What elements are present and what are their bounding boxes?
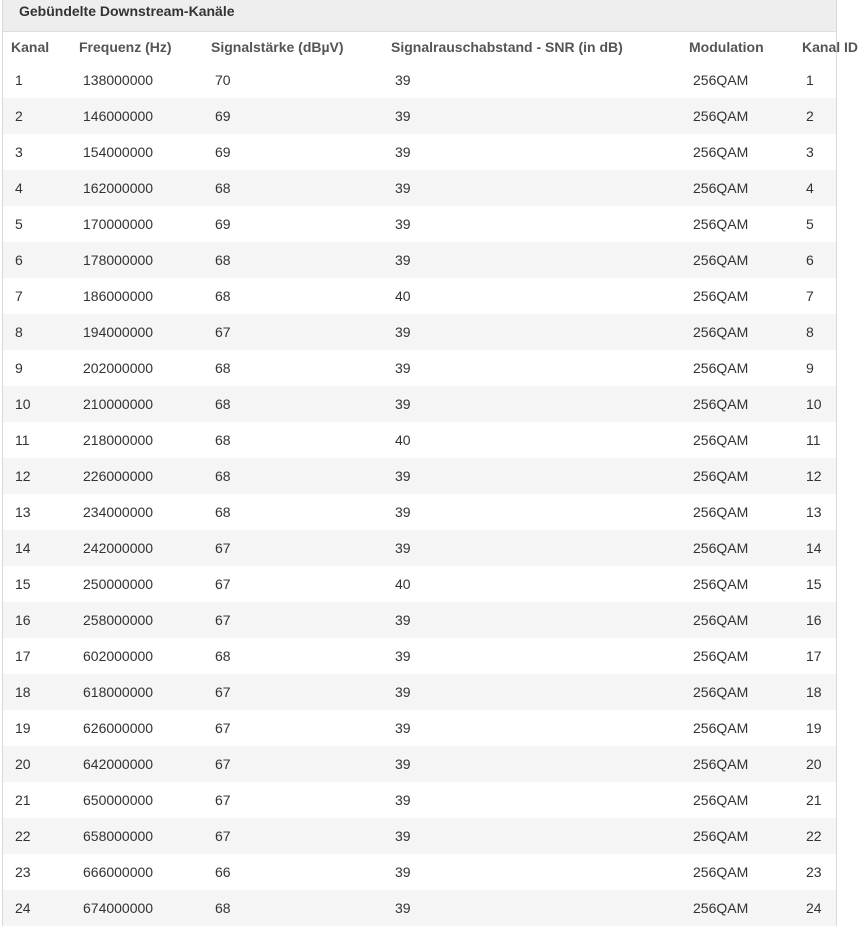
cell-kanal: 19 (15, 720, 31, 736)
panel-title: Gebündelte Downstream-Kanäle (3, 0, 836, 32)
table-row (3, 350, 836, 386)
table-row (3, 62, 836, 98)
cell-signal: 67 (215, 756, 231, 772)
table-row (3, 278, 836, 314)
cell-modulation: 256QAM (693, 792, 749, 808)
cell-kanal: 5 (15, 216, 23, 232)
cell-snr: 40 (395, 432, 411, 448)
cell-snr: 39 (395, 756, 411, 772)
table-row (3, 422, 836, 458)
cell-kanal: 14 (15, 540, 31, 556)
cell-snr: 39 (395, 504, 411, 520)
cell-modulation: 256QAM (693, 396, 749, 412)
cell-kanal: 8 (15, 324, 23, 340)
cell-kanal-id: 1 (806, 72, 814, 88)
column-header-snr: Signalrauschabstand - SNR (in dB) (391, 39, 623, 55)
cell-modulation: 256QAM (693, 828, 749, 844)
cell-kanal: 22 (15, 828, 31, 844)
cell-kanal: 2 (15, 108, 23, 124)
cell-kanal-id: 15 (806, 576, 822, 592)
cell-snr: 39 (395, 396, 411, 412)
table-row (3, 458, 836, 494)
cell-frequenz: 250000000 (83, 576, 154, 592)
cell-kanal-id: 10 (806, 396, 822, 412)
cell-snr: 39 (395, 612, 411, 628)
cell-modulation: 256QAM (693, 252, 749, 268)
cell-kanal: 17 (15, 648, 31, 664)
cell-frequenz: 650000000 (83, 792, 154, 808)
cell-frequenz: 234000000 (83, 504, 154, 520)
table-row (3, 746, 836, 782)
cell-snr: 39 (395, 216, 411, 232)
cell-signal: 68 (215, 648, 231, 664)
cell-modulation: 256QAM (693, 180, 749, 196)
cell-kanal-id: 16 (806, 612, 822, 628)
cell-signal: 67 (215, 324, 231, 340)
cell-snr: 39 (395, 324, 411, 340)
cell-signal: 69 (215, 144, 231, 160)
cell-signal: 68 (215, 468, 231, 484)
cell-frequenz: 162000000 (83, 180, 154, 196)
cell-signal: 68 (215, 432, 231, 448)
cell-kanal: 13 (15, 504, 31, 520)
cell-kanal-id: 21 (806, 792, 822, 808)
column-header-modulation: Modulation (689, 39, 764, 55)
cell-modulation: 256QAM (693, 216, 749, 232)
column-header-frequenz: Frequenz (Hz) (79, 39, 172, 55)
cell-snr: 40 (395, 576, 411, 592)
cell-kanal-id: 19 (806, 720, 822, 736)
cell-modulation: 256QAM (693, 576, 749, 592)
cell-frequenz: 202000000 (83, 360, 154, 376)
cell-signal: 68 (215, 180, 231, 196)
cell-signal: 68 (215, 396, 231, 412)
cell-modulation: 256QAM (693, 612, 749, 628)
table-row (3, 638, 836, 674)
cell-kanal-id: 24 (806, 900, 822, 916)
table-row (3, 134, 836, 170)
table-row (3, 98, 836, 134)
cell-frequenz: 170000000 (83, 216, 154, 232)
cell-kanal: 20 (15, 756, 31, 772)
table-row (3, 566, 836, 602)
table-row (3, 710, 836, 746)
cell-frequenz: 666000000 (83, 864, 154, 880)
cell-snr: 39 (395, 792, 411, 808)
cell-modulation: 256QAM (693, 684, 749, 700)
cell-snr: 39 (395, 108, 411, 124)
cell-snr: 39 (395, 720, 411, 736)
cell-kanal-id: 4 (806, 180, 814, 196)
cell-modulation: 256QAM (693, 540, 749, 556)
cell-signal: 67 (215, 684, 231, 700)
table-body (3, 62, 836, 926)
cell-kanal-id: 6 (806, 252, 814, 268)
cell-snr: 40 (395, 288, 411, 304)
cell-kanal: 23 (15, 864, 31, 880)
cell-kanal-id: 20 (806, 756, 822, 772)
cell-signal: 67 (215, 576, 231, 592)
cell-frequenz: 210000000 (83, 396, 154, 412)
table-row (3, 602, 836, 638)
cell-modulation: 256QAM (693, 864, 749, 880)
cell-kanal-id: 7 (806, 288, 814, 304)
cell-modulation: 256QAM (693, 720, 749, 736)
cell-kanal-id: 9 (806, 360, 814, 376)
cell-kanal: 6 (15, 252, 23, 268)
cell-frequenz: 178000000 (83, 252, 154, 268)
cell-kanal-id: 12 (806, 468, 822, 484)
downstream-channels-panel (2, 0, 858, 926)
cell-frequenz: 618000000 (83, 684, 154, 700)
cell-signal: 68 (215, 360, 231, 376)
cell-snr: 39 (395, 540, 411, 556)
cell-kanal: 3 (15, 144, 23, 160)
cell-snr: 39 (395, 360, 411, 376)
cell-kanal: 10 (15, 396, 31, 412)
column-header-signal: Signalstärke (dBµV) (211, 39, 344, 55)
cell-frequenz: 674000000 (83, 900, 154, 916)
table-row (3, 242, 836, 278)
cell-kanal: 11 (15, 432, 30, 448)
cell-kanal: 12 (15, 468, 31, 484)
cell-kanal: 15 (15, 576, 31, 592)
cell-modulation: 256QAM (693, 432, 749, 448)
cell-kanal: 7 (15, 288, 23, 304)
table-row (3, 206, 836, 242)
cell-kanal: 24 (15, 900, 31, 916)
table-row (3, 530, 836, 566)
table-row (3, 854, 836, 890)
cell-kanal-id: 8 (806, 324, 814, 340)
cell-frequenz: 258000000 (83, 612, 154, 628)
cell-modulation: 256QAM (693, 72, 749, 88)
cell-signal: 68 (215, 252, 231, 268)
cell-frequenz: 138000000 (83, 72, 154, 88)
cell-signal: 68 (215, 900, 231, 916)
cell-snr: 39 (395, 252, 411, 268)
cell-kanal-id: 18 (806, 684, 822, 700)
cell-kanal-id: 22 (806, 828, 822, 844)
cell-kanal: 9 (15, 360, 23, 376)
cell-snr: 39 (395, 648, 411, 664)
cell-modulation: 256QAM (693, 360, 749, 376)
downstream-channels-table (3, 32, 858, 926)
cell-kanal-id: 5 (806, 216, 814, 232)
cell-modulation: 256QAM (693, 468, 749, 484)
cell-modulation: 256QAM (693, 288, 749, 304)
cell-modulation: 256QAM (693, 324, 749, 340)
cell-frequenz: 642000000 (83, 756, 154, 772)
cell-snr: 39 (395, 828, 411, 844)
cell-kanal-id: 11 (806, 432, 821, 448)
column-header-kanal-id: Kanal ID (802, 39, 858, 55)
table-header-row (3, 32, 836, 62)
cell-signal: 68 (215, 504, 231, 520)
cell-kanal: 18 (15, 684, 31, 700)
cell-frequenz: 626000000 (83, 720, 154, 736)
cell-kanal-id: 23 (806, 864, 822, 880)
cell-signal: 67 (215, 792, 231, 808)
cell-kanal-id: 17 (806, 648, 822, 664)
cell-modulation: 256QAM (693, 900, 749, 916)
cell-signal: 67 (215, 540, 231, 556)
table-row (3, 674, 836, 710)
cell-frequenz: 146000000 (83, 108, 154, 124)
cell-snr: 39 (395, 144, 411, 160)
cell-kanal: 16 (15, 612, 31, 628)
cell-frequenz: 602000000 (83, 648, 154, 664)
cell-frequenz: 218000000 (83, 432, 154, 448)
cell-modulation: 256QAM (693, 504, 749, 520)
table-row (3, 314, 836, 350)
cell-signal: 67 (215, 612, 231, 628)
table-row (3, 170, 836, 206)
cell-frequenz: 194000000 (83, 324, 154, 340)
table-row (3, 818, 836, 854)
cell-frequenz: 186000000 (83, 288, 154, 304)
cell-frequenz: 242000000 (83, 540, 154, 556)
cell-signal: 69 (215, 108, 231, 124)
cell-signal: 68 (215, 288, 231, 304)
column-header-kanal: Kanal (11, 39, 50, 55)
cell-snr: 39 (395, 468, 411, 484)
table-row (3, 494, 836, 530)
cell-signal: 70 (215, 72, 231, 88)
cell-kanal-id: 14 (806, 540, 822, 556)
cell-kanal: 1 (15, 72, 23, 88)
cell-modulation: 256QAM (693, 756, 749, 772)
cell-kanal: 4 (15, 180, 23, 196)
cell-kanal-id: 2 (806, 108, 814, 124)
cell-snr: 39 (395, 72, 411, 88)
cell-frequenz: 226000000 (83, 468, 154, 484)
cell-modulation: 256QAM (693, 144, 749, 160)
cell-signal: 69 (215, 216, 231, 232)
cell-signal: 67 (215, 720, 231, 736)
cell-snr: 39 (395, 900, 411, 916)
table-header (3, 32, 858, 62)
cell-frequenz: 154000000 (83, 144, 154, 160)
cell-signal: 67 (215, 828, 231, 844)
cell-kanal-id: 13 (806, 504, 822, 520)
table-row (3, 782, 836, 818)
cell-snr: 39 (395, 864, 411, 880)
table-row (3, 890, 836, 926)
cell-modulation: 256QAM (693, 108, 749, 124)
cell-snr: 39 (395, 180, 411, 196)
cell-snr: 39 (395, 684, 411, 700)
cell-frequenz: 658000000 (83, 828, 154, 844)
table-row (3, 386, 836, 422)
cell-signal: 66 (215, 864, 231, 880)
cell-modulation: 256QAM (693, 648, 749, 664)
cell-kanal-id: 3 (806, 144, 814, 160)
cell-kanal: 21 (15, 792, 31, 808)
